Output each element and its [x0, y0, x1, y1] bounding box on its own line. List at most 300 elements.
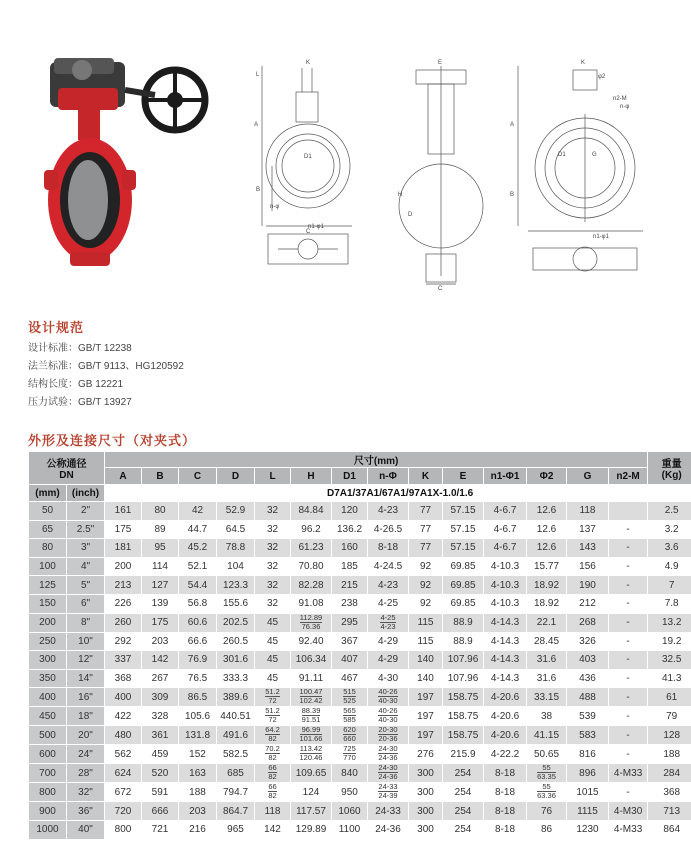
spec-row	[28, 340, 184, 358]
table-cell	[527, 764, 567, 783]
table-cell: 77	[409, 502, 443, 521]
table-cell: 60.6	[179, 613, 217, 632]
table-cell: 45	[255, 613, 291, 632]
table-cell: 4-6.7	[484, 520, 527, 539]
table-cell: 1115	[567, 802, 609, 821]
table-cell	[368, 764, 409, 783]
front-view-drawing	[254, 60, 352, 264]
table-cell: 61	[648, 688, 691, 707]
table-cell: 140	[409, 669, 443, 688]
table-cell: 12"	[67, 651, 105, 670]
weight-header: 重量 (Kg)	[648, 452, 691, 485]
fraction-value: $\frac{565}{585}$	[343, 706, 356, 725]
table-cell: 4-10.3	[484, 576, 527, 595]
table-row	[29, 520, 691, 539]
table-cell: 328	[142, 707, 179, 726]
table-cell: -	[609, 520, 648, 539]
table-cell: 76	[527, 802, 567, 821]
table-cell: 721	[142, 820, 179, 839]
table-cell: -	[609, 594, 648, 613]
table-cell: 31.6	[527, 651, 567, 670]
table-cell: 139	[142, 594, 179, 613]
table-cell	[255, 783, 291, 802]
table-cell: 4-14.3	[484, 632, 527, 651]
table-cell: 14"	[67, 669, 105, 688]
table-row	[29, 651, 691, 670]
spec-label: 压力试验：	[28, 397, 78, 408]
table-cell: 1015	[567, 783, 609, 802]
table-cell: 69.85	[443, 576, 484, 595]
spec-value: GB/T 9113、HG120592	[78, 361, 184, 372]
table-cell: 24-36	[368, 820, 409, 839]
svg-text:L: L	[256, 72, 260, 78]
table-cell: 4-M33	[609, 820, 648, 839]
table-cell	[332, 726, 368, 745]
table-cell: 45	[255, 669, 291, 688]
table-cell: 15.77	[527, 557, 567, 576]
table-cell: 1100	[332, 820, 368, 839]
table-cell: 89	[142, 520, 179, 539]
table-row	[29, 764, 691, 783]
table-cell: 32	[255, 539, 291, 558]
fraction-value: $\frac{64.2}{82}$	[265, 725, 280, 744]
table-cell: 4-14.3	[484, 613, 527, 632]
table-cell: 301.6	[217, 651, 255, 670]
table-cell: 8-18	[484, 820, 527, 839]
svg-text:B: B	[510, 192, 515, 198]
unit-inch-header: (inch)	[67, 485, 105, 502]
table-cell	[368, 688, 409, 707]
table-cell: 368	[105, 669, 142, 688]
svg-text:C: C	[438, 286, 443, 291]
table-cell: 28.45	[527, 632, 567, 651]
table-cell: 32	[255, 502, 291, 521]
table-cell: 4.9	[648, 557, 691, 576]
table-cell: 4-10.3	[484, 594, 527, 613]
fraction-value: $\frac{66}{82}$	[268, 763, 277, 782]
butterfly-valve-photo	[40, 40, 210, 270]
table-cell: 92	[409, 557, 443, 576]
table-cell: -	[609, 539, 648, 558]
table-cell: 965	[217, 820, 255, 839]
table-cell: 900	[29, 802, 67, 821]
column-header: Φ2	[527, 468, 567, 485]
table-cell: -	[609, 783, 648, 802]
dimensions-table	[28, 451, 691, 840]
table-cell: 57.15	[443, 520, 484, 539]
table-cell: 254	[443, 802, 484, 821]
table-cell: 104	[217, 557, 255, 576]
table-cell: 42	[179, 502, 217, 521]
table-cell: 118	[255, 802, 291, 821]
fraction-value: $\frac{24-30}{24-36}$	[378, 763, 398, 782]
table-cell: 216	[179, 820, 217, 839]
table-cell: 31.6	[527, 669, 567, 688]
svg-text:n1-φ1: n1-φ1	[308, 224, 324, 230]
column-header: H	[291, 468, 332, 485]
table-cell: -	[609, 576, 648, 595]
table-cell: 123.3	[217, 576, 255, 595]
table-cell	[368, 613, 409, 632]
table-cell: 106.34	[291, 651, 332, 670]
column-header: n-Φ	[368, 468, 409, 485]
spec-value: GB/T 13927	[78, 397, 132, 408]
table-cell: 86	[527, 820, 567, 839]
table-cell: -	[609, 688, 648, 707]
table-row	[29, 594, 691, 613]
table-cell: -	[609, 613, 648, 632]
table-cell: 95	[142, 539, 179, 558]
table-row	[29, 688, 691, 707]
table-cell: -	[609, 726, 648, 745]
header-row	[29, 468, 691, 485]
table-cell: 215.9	[443, 745, 484, 764]
table-cell: 300	[409, 802, 443, 821]
table-cell: 158.75	[443, 726, 484, 745]
table-cell: 124	[291, 783, 332, 802]
table-cell: 4-26.5	[368, 520, 409, 539]
table-cell: 436	[567, 669, 609, 688]
table-cell: 32.5	[648, 651, 691, 670]
table-cell: 88.9	[443, 613, 484, 632]
table-cell: 4-14.3	[484, 669, 527, 688]
column-header: C	[179, 468, 217, 485]
svg-text:D: D	[408, 212, 413, 218]
table-row	[29, 802, 691, 821]
table-cell: 403	[567, 651, 609, 670]
fraction-value: $\frac{55}{63.35}$	[537, 763, 556, 782]
table-cell: 52.9	[217, 502, 255, 521]
table-cell: 185	[332, 557, 368, 576]
table-cell: 284	[648, 764, 691, 783]
table-cell: 4-23	[368, 502, 409, 521]
svg-text:D1: D1	[304, 154, 312, 160]
table-row	[29, 820, 691, 839]
table-cell: 109.65	[291, 764, 332, 783]
table-row	[29, 576, 691, 595]
table-cell: 407	[332, 651, 368, 670]
table-cell	[291, 613, 332, 632]
table-cell: 422	[105, 707, 142, 726]
header-row	[29, 452, 691, 468]
table-cell: 368	[648, 783, 691, 802]
table-cell: 64.5	[217, 520, 255, 539]
table-cell: 84.84	[291, 502, 332, 521]
table-cell: 40"	[67, 820, 105, 839]
table-cell: 80	[29, 539, 67, 558]
table-cell: 120	[332, 502, 368, 521]
table-cell: 4-20.6	[484, 726, 527, 745]
fraction-value: $\frac{515}{525}$	[343, 687, 356, 706]
table-cell: 292	[105, 632, 142, 651]
table-cell: 188	[179, 783, 217, 802]
table-cell: 300	[29, 651, 67, 670]
fraction-value: $\frac{88.39}{91.51}$	[301, 706, 321, 725]
table-cell: 4-24.5	[368, 557, 409, 576]
table-cell: 100	[29, 557, 67, 576]
column-header: L	[255, 468, 291, 485]
table-cell: 41.3	[648, 669, 691, 688]
table-cell: 190	[567, 576, 609, 595]
fraction-value: $\frac{100.47}{102.42}$	[299, 687, 323, 706]
table-cell: 1060	[332, 802, 368, 821]
table-cell	[527, 783, 567, 802]
table-cell	[368, 783, 409, 802]
table-cell: 260.5	[217, 632, 255, 651]
spec-row	[28, 394, 184, 412]
table-cell	[291, 707, 332, 726]
table-cell: 254	[443, 820, 484, 839]
table-cell: 213	[105, 576, 142, 595]
table-cell: 142	[255, 820, 291, 839]
table-cell: 18"	[67, 707, 105, 726]
svg-text:A: A	[254, 122, 259, 128]
table-cell: 520	[142, 764, 179, 783]
table-cell: 300	[409, 764, 443, 783]
column-header: K	[409, 468, 443, 485]
table-cell: 864	[648, 820, 691, 839]
table-cell: 700	[29, 764, 67, 783]
fraction-value: $\frac{51.2}{72}$	[265, 706, 280, 725]
table-cell: 4-25	[368, 594, 409, 613]
table-cell: 3.2	[648, 520, 691, 539]
table-cell: 125	[29, 576, 67, 595]
table-cell: 4-30	[368, 669, 409, 688]
table-cell: 181	[105, 539, 142, 558]
table-cell: 57.15	[443, 502, 484, 521]
table-cell	[255, 688, 291, 707]
table-cell: 539	[567, 707, 609, 726]
side-view-drawing	[398, 60, 483, 291]
column-header: E	[443, 468, 484, 485]
table-cell: 38	[527, 707, 567, 726]
table-cell: 350	[29, 669, 67, 688]
table-cell: 52.1	[179, 557, 217, 576]
svg-text:n2-M: n2-M	[613, 96, 627, 102]
table-cell: 115	[409, 613, 443, 632]
fraction-value: $\frac{55}{63.36}$	[537, 782, 556, 801]
fraction-value: $\frac{24-33}{24-39}$	[378, 782, 398, 801]
table-cell: 163	[179, 764, 217, 783]
fraction-value: $\frac{70.2}{82}$	[265, 744, 280, 763]
column-header: D1	[332, 468, 368, 485]
table-cell: 5"	[67, 576, 105, 595]
table-cell: 45	[255, 632, 291, 651]
table-cell: 45	[255, 651, 291, 670]
spec-heading: 设计规范	[28, 320, 85, 335]
table-cell: 6"	[67, 594, 105, 613]
table-cell: 389.6	[217, 688, 255, 707]
table-cell: 8-18	[368, 539, 409, 558]
table-cell: 254	[443, 783, 484, 802]
table-cell	[255, 726, 291, 745]
table-cell: 500	[29, 726, 67, 745]
table-cell: 794.7	[217, 783, 255, 802]
table-cell: -	[609, 651, 648, 670]
table-cell: 226	[105, 594, 142, 613]
table-cell: 66.6	[179, 632, 217, 651]
table-cell: 950	[332, 783, 368, 802]
table-cell: 22.1	[527, 613, 567, 632]
table-cell: 129.89	[291, 820, 332, 839]
table-row	[29, 707, 691, 726]
table-cell: 238	[332, 594, 368, 613]
table-cell: 76.5	[179, 669, 217, 688]
table-cell: 32	[255, 594, 291, 613]
table-cell: 82.28	[291, 576, 332, 595]
table-cell: 400	[105, 688, 142, 707]
svg-text:C: C	[306, 229, 311, 235]
table-cell: 115	[409, 632, 443, 651]
table-cell: 685	[217, 764, 255, 783]
table-cell: 92	[409, 594, 443, 613]
table-cell: 77	[409, 539, 443, 558]
technical-drawings	[248, 56, 668, 291]
table-cell: 12.6	[527, 520, 567, 539]
table-cell: 150	[29, 594, 67, 613]
column-header: D	[217, 468, 255, 485]
table-cell: 459	[142, 745, 179, 764]
column-header: n1-Φ1	[484, 468, 527, 485]
svg-text:E: E	[438, 60, 443, 66]
spec-value: GB 12221	[78, 379, 124, 390]
table-cell	[291, 745, 332, 764]
table-cell: 7	[648, 576, 691, 595]
table-cell: 800	[29, 783, 67, 802]
table-cell: 24"	[67, 745, 105, 764]
table-cell: 32	[255, 557, 291, 576]
table-cell: 8"	[67, 613, 105, 632]
table-cell: 467	[332, 669, 368, 688]
table-cell: 488	[567, 688, 609, 707]
svg-text:H: H	[398, 192, 403, 198]
table-cell: 8-18	[484, 764, 527, 783]
table-cell: 203	[142, 632, 179, 651]
table-cell: 2.5	[648, 502, 691, 521]
table-cell: 309	[142, 688, 179, 707]
table-cell: 491.6	[217, 726, 255, 745]
table-cell: 361	[142, 726, 179, 745]
table-cell: 7.8	[648, 594, 691, 613]
fraction-value: $\frac{20-30}{20-36}$	[378, 725, 398, 744]
table-row	[29, 613, 691, 632]
fraction-value: $\frac{66}{82}$	[268, 782, 277, 801]
table-cell: 268	[567, 613, 609, 632]
table-cell: 79	[648, 707, 691, 726]
table-cell	[609, 502, 648, 521]
table-cell: 3.6	[648, 539, 691, 558]
table-cell: 118	[567, 502, 609, 521]
table-cell: 4-6.7	[484, 502, 527, 521]
fraction-value: $\frac{40-26}{40-30}$	[378, 706, 398, 725]
table-cell: 156	[567, 557, 609, 576]
table-cell: 13.2	[648, 613, 691, 632]
table-cell	[255, 764, 291, 783]
table-cell: 155.6	[217, 594, 255, 613]
dimensions-heading: 外形及连接尺寸（对夹式）	[28, 433, 197, 448]
table-row	[29, 632, 691, 651]
table-cell: 562	[105, 745, 142, 764]
table-cell	[291, 688, 332, 707]
table-cell: 91.08	[291, 594, 332, 613]
table-cell	[332, 745, 368, 764]
table-cell: 4-20.6	[484, 707, 527, 726]
svg-text:K: K	[306, 60, 311, 66]
table-cell: 54.4	[179, 576, 217, 595]
table-cell: 127	[142, 576, 179, 595]
table-cell: 33.15	[527, 688, 567, 707]
table-row	[29, 669, 691, 688]
svg-text:n1-φ1: n1-φ1	[593, 234, 609, 240]
fraction-value: $\frac{620}{660}$	[343, 725, 356, 744]
table-cell: 400	[29, 688, 67, 707]
table-cell: 1230	[567, 820, 609, 839]
table-cell: 260	[105, 613, 142, 632]
table-cell: 32	[255, 576, 291, 595]
svg-text:n-φ: n-φ	[270, 204, 280, 210]
table-cell	[291, 726, 332, 745]
table-cell: -	[609, 707, 648, 726]
table-cell: 188	[648, 745, 691, 764]
fraction-value: $\frac{4-25}{4-23}$	[380, 612, 396, 631]
table-cell	[332, 688, 368, 707]
table-cell: 816	[567, 745, 609, 764]
fraction-value: $\frac{40-26}{40-30}$	[378, 687, 398, 706]
table-cell: 175	[142, 613, 179, 632]
table-cell: 203	[179, 802, 217, 821]
size-header: 尺寸(mm)	[105, 452, 648, 468]
fraction-value: $\frac{113.42}{120.46}$	[299, 744, 323, 763]
table-cell: 254	[443, 764, 484, 783]
table-cell: 76.9	[179, 651, 217, 670]
svg-text:G: G	[592, 152, 597, 158]
table-cell: 202.5	[217, 613, 255, 632]
table-cell: 197	[409, 688, 443, 707]
table-cell: 107.96	[443, 651, 484, 670]
table-cell: 92.40	[291, 632, 332, 651]
table-cell: 152	[179, 745, 217, 764]
table-cell: 840	[332, 764, 368, 783]
table-cell: 18.92	[527, 576, 567, 595]
spec-row	[28, 376, 184, 394]
table-cell: 88.9	[443, 632, 484, 651]
table-cell: 300	[409, 783, 443, 802]
table-cell: 77	[409, 520, 443, 539]
table-cell: 69.85	[443, 557, 484, 576]
table-cell: 57.15	[443, 539, 484, 558]
table-row	[29, 539, 691, 558]
header-row	[29, 485, 691, 502]
table-cell: 56.8	[179, 594, 217, 613]
svg-text:n-φ: n-φ	[620, 104, 630, 110]
table-cell: 666	[142, 802, 179, 821]
column-header: G	[567, 468, 609, 485]
table-cell: 250	[29, 632, 67, 651]
table-cell: -	[609, 632, 648, 651]
spec-label: 设计标准：	[28, 343, 78, 354]
table-cell: 136.2	[332, 520, 368, 539]
fraction-value: $\frac{51.2}{72}$	[265, 687, 280, 706]
table-cell: 92	[409, 576, 443, 595]
table-cell: 107.96	[443, 669, 484, 688]
table-cell	[368, 726, 409, 745]
table-cell: 91.11	[291, 669, 332, 688]
table-cell: 45.2	[179, 539, 217, 558]
table-cell: 582.5	[217, 745, 255, 764]
table-cell: 720	[105, 802, 142, 821]
table-cell: 96.2	[291, 520, 332, 539]
table-cell: 16"	[67, 688, 105, 707]
